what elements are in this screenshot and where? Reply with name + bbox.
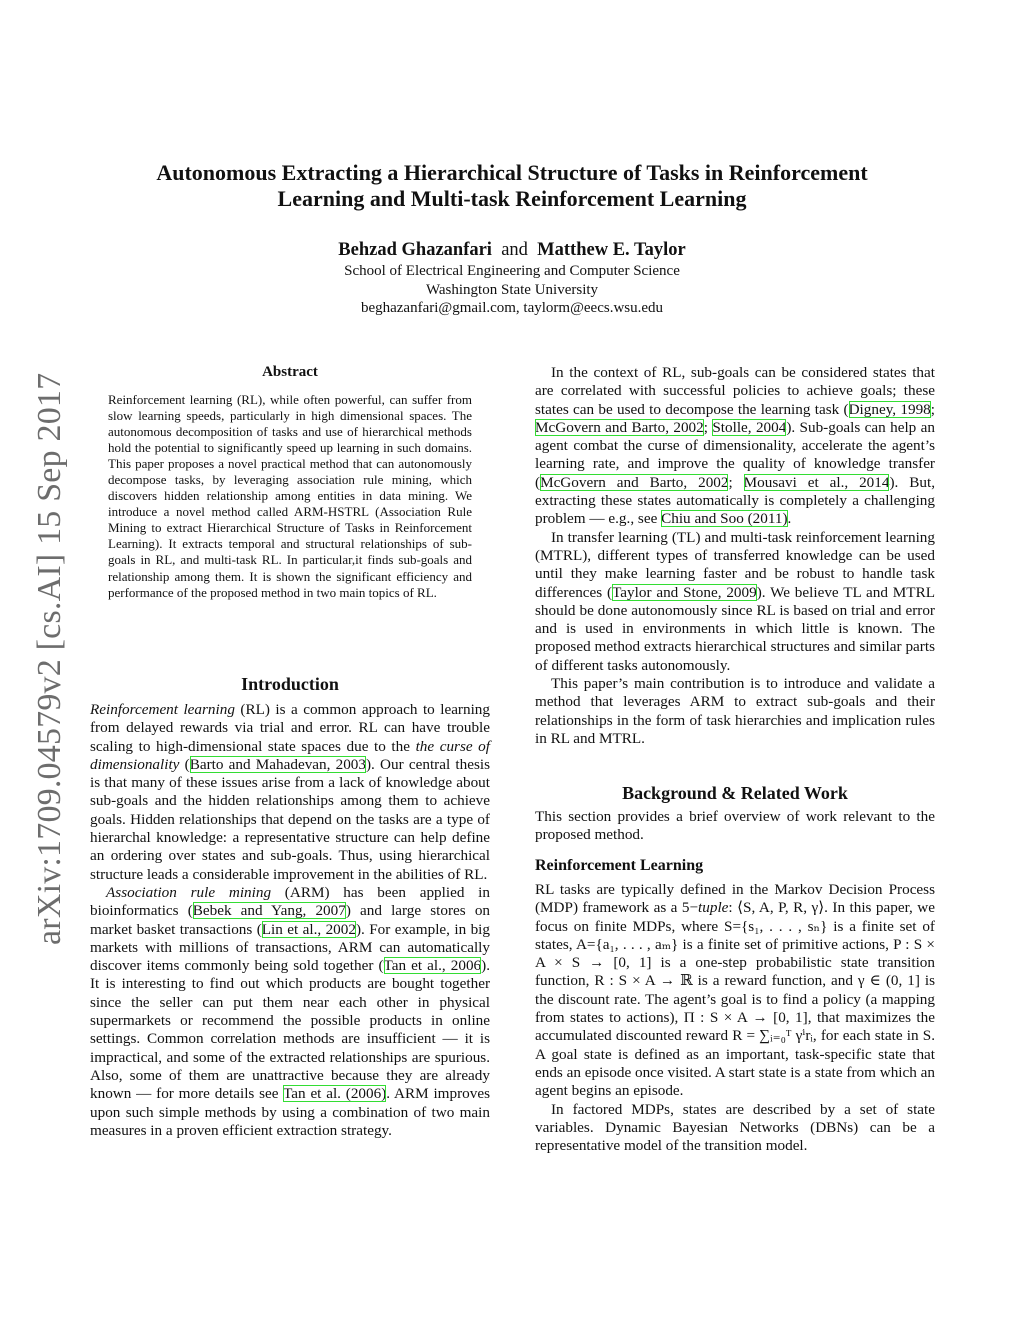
text-span: (ARM) has been applied in bioinformatics ( bbox=[90, 883, 490, 920]
citation-link[interactable]: Digney, 1998 bbox=[848, 400, 931, 418]
arxiv-identifier: arXiv:1709.04579v2 [cs.AI] 15 Sep 2017 bbox=[31, 372, 68, 945]
affiliation bbox=[100, 262, 924, 318]
abstract-heading: Abstract bbox=[262, 364, 318, 380]
text-span: ) and large stores on market basket transactions ( bbox=[90, 902, 491, 938]
text-span: ; bbox=[930, 400, 935, 418]
term-curse-of-dimensionality: the curse of dimensionality bbox=[90, 737, 490, 773]
rl-paragraph-1 bbox=[535, 881, 935, 1101]
title-line-2: Learning and Multi-task Reinforcement Learning bbox=[277, 186, 747, 211]
text-span: In transfer learning (TL) and multi-task reinforcement learning (MTRL), different types of transferred knowledge can be used until they make learning faster and be robust to handle task differences ( bbox=[535, 528, 935, 601]
citation-link[interactable]: Stolle, 2004 bbox=[712, 418, 787, 436]
text-span: : ⟨S, A, P, R, γ⟩. In this paper, we focus on finite MDPs, where S={s₁, . . . , sₙ} is a finite set of states, A={a₁, . . . , aₘ} is a finite set of primitive actions, P : S × A × S → [0, 1] is a one-step probabilistic state transition function, R : S × A → ℝ is a reward function, and γ ∈ (0, 1] is the discount rate. The agent’s goal is to find a policy (a mapping from states to actions), Π : S × A → [0, 1], that maximizes the accumulated discounted reward R = ∑ᵢ₌₀ᵀ γⁱrᵢ, for each state in S. A goal state is defined as an important, task-specific state that ends an episode once visited. A start state is a state from which an agent begins an episode. bbox=[535, 899, 935, 1100]
text-span: . bbox=[787, 510, 792, 528]
text-span: ; bbox=[703, 418, 713, 436]
term-reinforcement-learning: Reinforcement learning bbox=[90, 701, 235, 718]
text-span: ). It is interesting to find out which products are bought together since the seller can put them near each other in physical supermarkets or recommend the possible products in online settings. Common correlation methods are insufficient — it is impractical, and some of the extracted relationships are spurious. Also, some of them are unattractive because they are already known — for more details see bbox=[90, 957, 490, 1103]
introduction-body bbox=[90, 701, 490, 1140]
term-association-rule-mining: Association rule mining bbox=[106, 883, 272, 901]
abstract-text: Reinforcement learning (RL), while often powerful, can suffer from slow learning speeds, particularly in high dimensional spaces. The autonomous decomposition of tasks and use of hierarchical methods hold the potential to significantly speed up learning in such domains. This paper proposes a novel practical method that can autonomously decompose tasks, by leveraging association rule mining, which discovers hidden relationship among entities in data mining. We introduce a novel method called ARM-HSTRL (Association Rule Mining to extract Hierarchical Structure of Tasks in Reinforcement Learning). It extracts temporal and structural relationships of sub-goals in RL, and multi-task RL. In particular,it finds sub-goals and relationship among them. It is shown the significant efficiency and performance of the proposed method in two main topics of RL. bbox=[108, 392, 472, 600]
introduction-heading: Introduction bbox=[241, 674, 339, 694]
title-line-1: Autonomous Extracting a Hierarchical Structure of Tasks in Reinforcement bbox=[156, 160, 868, 185]
citation-link[interactable]: Mousavi et al., 2014 bbox=[743, 473, 890, 491]
citation-link[interactable]: Chiu and Soo (2011) bbox=[661, 510, 788, 528]
background-paragraph: This section provides a brief overview of work relevant to the proposed method. bbox=[535, 808, 935, 844]
text-span: ). Our central thesis is that many of these issues arise from a lack of knowledge about sub-goals and the hidden relationships among them to achieve goals. Hidden relationships that depend on the tasks are a type of hierarchal knowledge: a representative structure can help define an ordering over states and sub-goals. Thus, using hierarchical structure leads a considerable improvement in the abilities of RL. bbox=[90, 755, 490, 883]
right-column-intro bbox=[535, 364, 935, 748]
right-paragraph-3: This paper’s main contribution is to introduce and validate a method that leverages ARM to extract sub-goals and their relationships in the form of task hierarchies and implication rules in RL and MTRL. bbox=[535, 675, 935, 747]
right-paragraph-2 bbox=[535, 529, 935, 675]
rl-subheading: Reinforcement Learning bbox=[535, 857, 704, 874]
citation-link[interactable]: Barto and Mahadevan, 2003 bbox=[189, 755, 366, 773]
text-span: ). But, extracting these states automatically is completely a challenging problem — e.g., see bbox=[535, 473, 935, 528]
affiliation-university: Washington State University bbox=[425, 281, 599, 298]
right-paragraph-1 bbox=[535, 364, 935, 529]
text-span: In the context of RL, sub-goals can be considered states that are correlated with successful policies to achieve goals; these states can be used to decompose the learning task ( bbox=[535, 364, 935, 418]
term-tuple: tuple bbox=[698, 899, 729, 917]
rl-paragraph-2: In factored MDPs, states are described by a set of state variables. Dynamic Bayesian Networks (DBNs) can be a representative model of the transition model. bbox=[535, 1100, 935, 1155]
text-span: ; bbox=[728, 473, 744, 491]
citation-link[interactable]: Taylor and Stone, 2009 bbox=[612, 583, 757, 601]
citation-link[interactable]: Bebek and Yang, 2007 bbox=[192, 902, 346, 920]
authors bbox=[100, 238, 924, 262]
author-1: Behzad Ghazanfari bbox=[338, 240, 492, 260]
citation-link[interactable]: McGovern and Barto, 2002 bbox=[540, 473, 729, 491]
text-span: ). For example, in big markets with millions of transactions, ARM can automatically discover items commonly being sold together ( bbox=[90, 920, 490, 975]
text-span: RL tasks are typically defined in the Markov Decision Process (MDP) framework as a 5− bbox=[535, 881, 935, 917]
text-span: ). Sub-goals can help an agent combat the curse of dimensionality, accelerate the agent’s learning rate, and improve the quality of knowledge transfer ( bbox=[535, 418, 935, 491]
paper-title bbox=[100, 160, 924, 212]
intro-paragraph-1 bbox=[90, 701, 490, 884]
intro-paragraph-2 bbox=[90, 884, 490, 1140]
text-span: ( bbox=[179, 755, 190, 773]
citation-link[interactable]: Lin et al., 2002 bbox=[261, 920, 356, 938]
citation-link[interactable]: McGovern and Barto, 2002 bbox=[535, 418, 704, 436]
citation-link[interactable]: Tan et al., 2006 bbox=[383, 957, 482, 975]
author-2: Matthew E. Taylor bbox=[537, 240, 686, 260]
citation-link[interactable]: Tan et al. (2006) bbox=[283, 1085, 387, 1103]
background-heading: Background & Related Work bbox=[622, 783, 848, 803]
text-span: (RL) is a common approach to learning from delayed rewards via trial and error. RL can have trouble scaling to high-dimensional state spaces due to the bbox=[90, 701, 490, 755]
rl-body bbox=[535, 881, 935, 1155]
authors-and: and bbox=[501, 240, 528, 260]
affiliation-emails: beghazanfari@gmail.com, taylorm@eecs.wsu.edu bbox=[360, 300, 664, 316]
text-span: . ARM improves upon such simple methods by using a combination of two main measures in a proven efficient extraction strategy. bbox=[90, 1085, 490, 1139]
affiliation-school: School of Electrical Engineering and Computer Science bbox=[344, 263, 680, 279]
text-span: ). We believe TL and MTRL should be done autonomously since RL is based on trial and error and is used in environments in which little is known. The proposed method extracts hierarchical structures and similar parts of different tasks autonomously. bbox=[535, 583, 935, 674]
